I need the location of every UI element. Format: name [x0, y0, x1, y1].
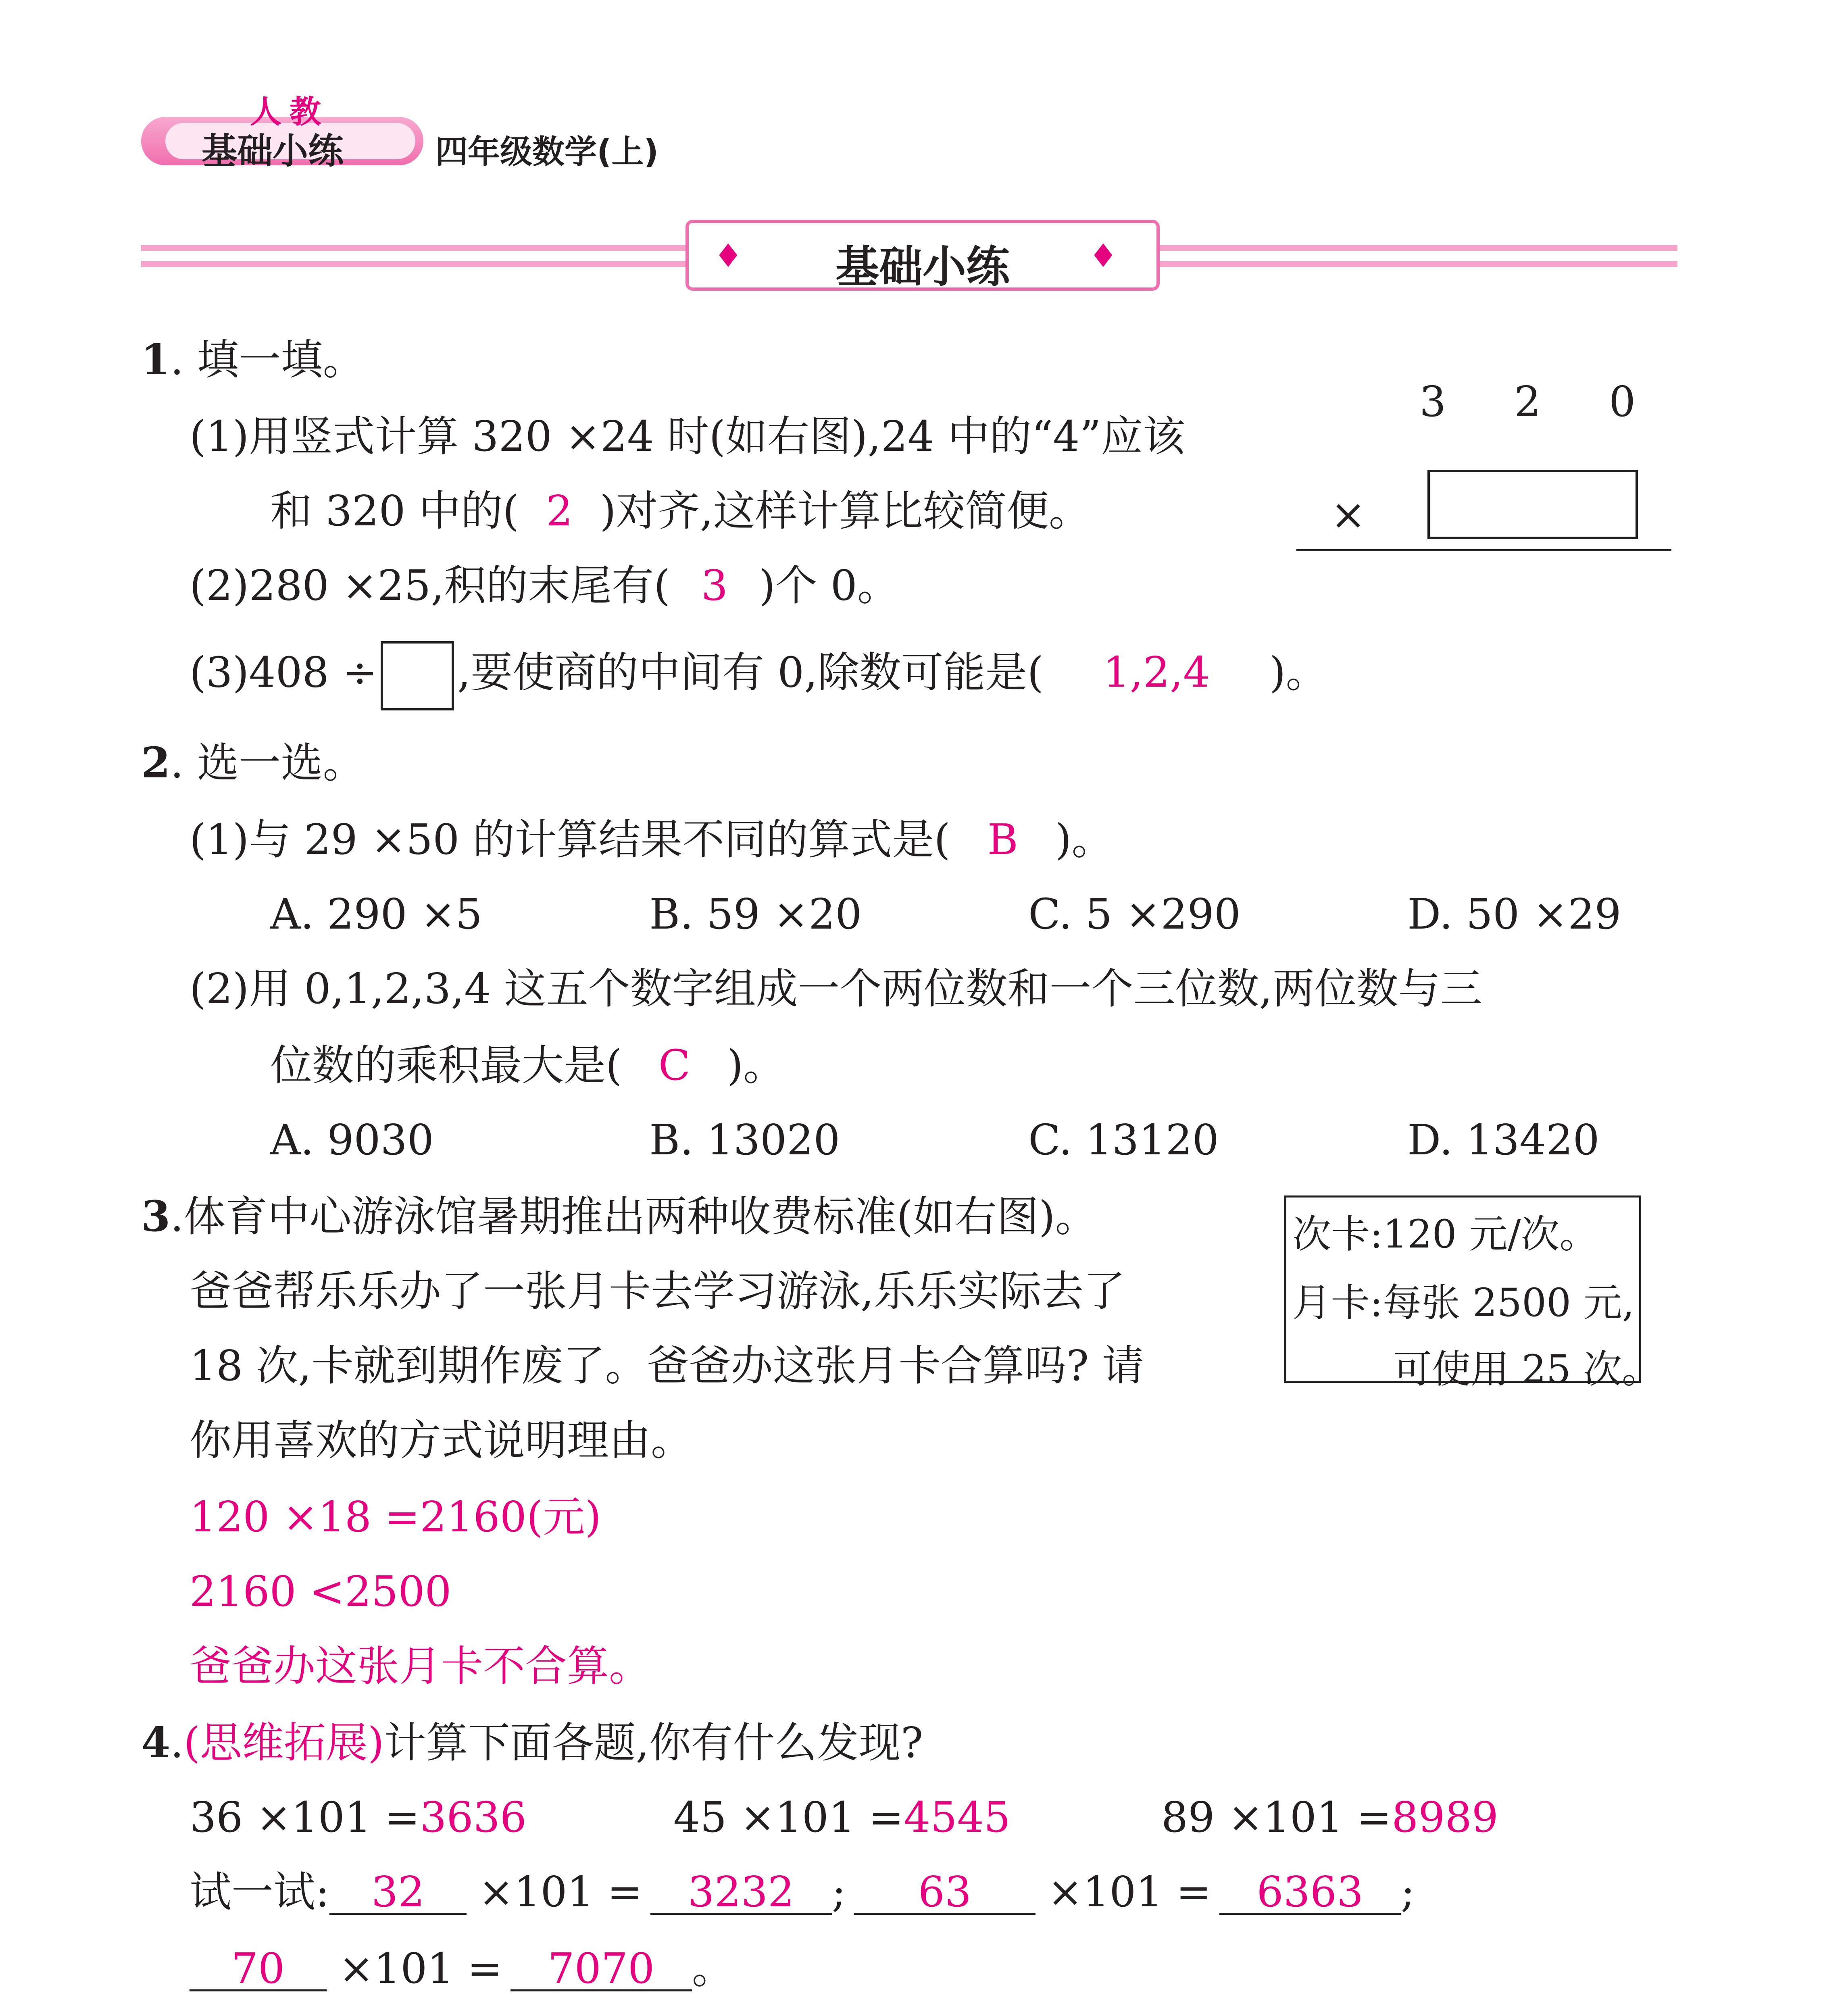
q3-answer-line: 2160 <2500 — [190, 1567, 452, 1616]
q2-p2-line2 — [270, 1041, 785, 1090]
q1-heading — [141, 335, 365, 384]
digit: 3 — [1419, 377, 1446, 426]
sum-line — [1296, 549, 1671, 551]
q1-number: 1 — [141, 335, 171, 384]
q1-p2-post: )个 0。 — [759, 561, 899, 610]
q4-number: 4 — [141, 1718, 171, 1767]
q4-times101: ×101 = — [479, 1867, 642, 1916]
q1-p1-line1: (1)用竖式计算 320 ×24 时(如右图),24 中的“4”应该 — [190, 412, 1185, 461]
q1-p3-post: )。 — [1269, 648, 1328, 697]
q2-p1-answer: B — [987, 815, 1019, 864]
q1-dot: . — [170, 335, 184, 384]
divisor-box — [381, 641, 454, 710]
q1-p1-post: )对齐,这样计算比较简便。 — [600, 486, 1091, 535]
q1-p1-pre: 和 320 中的( — [270, 486, 519, 535]
banner-stripe — [1153, 245, 1677, 251]
q1-p3-mid: ,要使商的中间有 0,除数可能是( — [457, 648, 1044, 697]
q4-heading — [141, 1718, 923, 1767]
q2-p1 — [190, 815, 1114, 864]
q1-p2 — [190, 561, 899, 610]
q1-p3 — [190, 641, 1328, 710]
q4-try-label: 试一试: — [190, 1867, 330, 1916]
q3-line4: 你用喜欢的方式说明理由。 — [190, 1416, 693, 1465]
q4-try-blank: 70 — [190, 1947, 327, 1991]
q2-option-b: B. 13020 — [649, 1115, 840, 1164]
q2-option-d: D. 13420 — [1407, 1115, 1600, 1164]
q3-line3: 18 次,卡就到期作废了。爸爸办这张月卡合算吗? 请 — [190, 1341, 1144, 1390]
series-title: 基础小练 — [202, 130, 344, 172]
q4-title: 计算下面各题,你有什么发现? — [384, 1718, 923, 1767]
q3-answer-line: 120 ×18 =2160(元) — [190, 1492, 602, 1541]
times-sign: × — [1331, 490, 1366, 539]
q1-p3-pre: (3)408 ÷ — [190, 648, 378, 697]
banner-stripe — [1153, 261, 1677, 267]
q4-dot: . — [170, 1718, 184, 1767]
q4-eq3-answer: 8989 — [1392, 1793, 1498, 1842]
q4-eq3-expr: 89 ×101 = — [1161, 1793, 1392, 1842]
q4-times101: ×101 = — [1047, 1867, 1211, 1916]
q4-tag: (思维拓展) — [183, 1718, 384, 1767]
q2-p2-pre: 位数的乘积最大是( — [270, 1041, 622, 1090]
q4-eq3 — [1161, 1793, 1498, 1842]
q3-line2: 爸爸帮乐乐办了一张月卡去学习游泳,乐乐实际去了 — [190, 1266, 1126, 1316]
q1-p2-answer: 3 — [701, 561, 728, 610]
grade-label: 四年级数学(上) — [435, 133, 659, 171]
q4-eq1-answer: 3636 — [420, 1793, 527, 1842]
q2-p1-post: )。 — [1055, 815, 1114, 864]
q1-p1-line2 — [270, 486, 1091, 535]
q2-heading — [141, 738, 365, 787]
q1-p2-pre: (2)280 ×25,积的末尾有( — [190, 561, 670, 610]
q2-dot: . — [170, 738, 184, 787]
q4-try-blank: 6363 — [1219, 1871, 1401, 1915]
q4-try-blank: 63 — [854, 1871, 1036, 1915]
q2-option-a: A. 290 ×5 — [270, 889, 483, 939]
q4-semicolon: ; — [1400, 1867, 1415, 1916]
q4-try-blank: 32 — [329, 1871, 467, 1915]
price-card-line: 月卡:每张 2500 元, — [1292, 1280, 1635, 1325]
q2-option-d: D. 50 ×29 — [1407, 889, 1621, 939]
q2-number: 2 — [141, 738, 171, 787]
q3-line1 — [141, 1191, 1097, 1241]
banner-stripe — [141, 245, 694, 251]
q1-p3-answer: 1,2,4 — [1103, 648, 1210, 697]
q4-eq2-answer: 4545 — [904, 1793, 1011, 1842]
q2-option-b: B. 59 ×20 — [649, 889, 862, 939]
publisher-label: 人教 — [250, 94, 329, 130]
vertical-multiplication-digits — [1419, 377, 1704, 426]
q2-option-c: C. 13120 — [1028, 1115, 1219, 1164]
q1-title: 填一填。 — [197, 335, 365, 384]
q4-times101: ×101 = — [339, 1944, 502, 1993]
q2-title: 选一选。 — [197, 738, 365, 787]
digit: 2 — [1514, 377, 1541, 426]
q2-p2-post: )。 — [727, 1041, 785, 1090]
diamond-icon: ♦ — [1089, 237, 1118, 275]
q3-dot: . — [170, 1192, 184, 1241]
q2-option-c: C. 5 ×290 — [1028, 889, 1241, 939]
q3-answer-line: 爸爸办这张月卡不合算。 — [190, 1641, 651, 1691]
q4-try-line2 — [190, 1944, 734, 1993]
q4-period: 。 — [692, 1944, 734, 1993]
price-card-line: 次卡:120 元/次。 — [1292, 1212, 1598, 1257]
q2-option-a: A. 9030 — [270, 1115, 434, 1164]
q4-try-blank: 7070 — [510, 1947, 692, 1991]
q2-p1-pre: (1)与 29 ×50 的计算结果不同的算式是( — [190, 815, 950, 864]
section-title: 基础小练 — [835, 242, 1010, 292]
q3-text: 体育中心游泳馆暑期推出两种收费标准(如右图)。 — [183, 1192, 1097, 1241]
q2-p2-line1: (2)用 0,1,2,3,4 这五个数字组成一个两位数和一个三位数,两位数与三 — [190, 964, 1482, 1013]
q2-p2-answer: C — [658, 1041, 691, 1090]
multiplier-box — [1427, 470, 1638, 539]
q4-try-line1 — [190, 1867, 1415, 1916]
price-card-line: 可使用 25 次。 — [1393, 1347, 1661, 1392]
q4-eq1-expr: 36 ×101 = — [190, 1793, 420, 1842]
diamond-icon: ♦ — [714, 237, 743, 275]
q3-number: 3 — [141, 1191, 171, 1241]
q4-eq1 — [190, 1793, 527, 1842]
q4-eq2 — [673, 1793, 1011, 1842]
q4-semicolon: ; — [831, 1867, 846, 1916]
digit: 0 — [1609, 377, 1636, 426]
q1-p1-answer: 2 — [546, 486, 573, 535]
q4-try-blank: 3232 — [650, 1871, 832, 1915]
banner-stripe — [141, 261, 694, 267]
q4-eq2-expr: 45 ×101 = — [673, 1793, 904, 1842]
